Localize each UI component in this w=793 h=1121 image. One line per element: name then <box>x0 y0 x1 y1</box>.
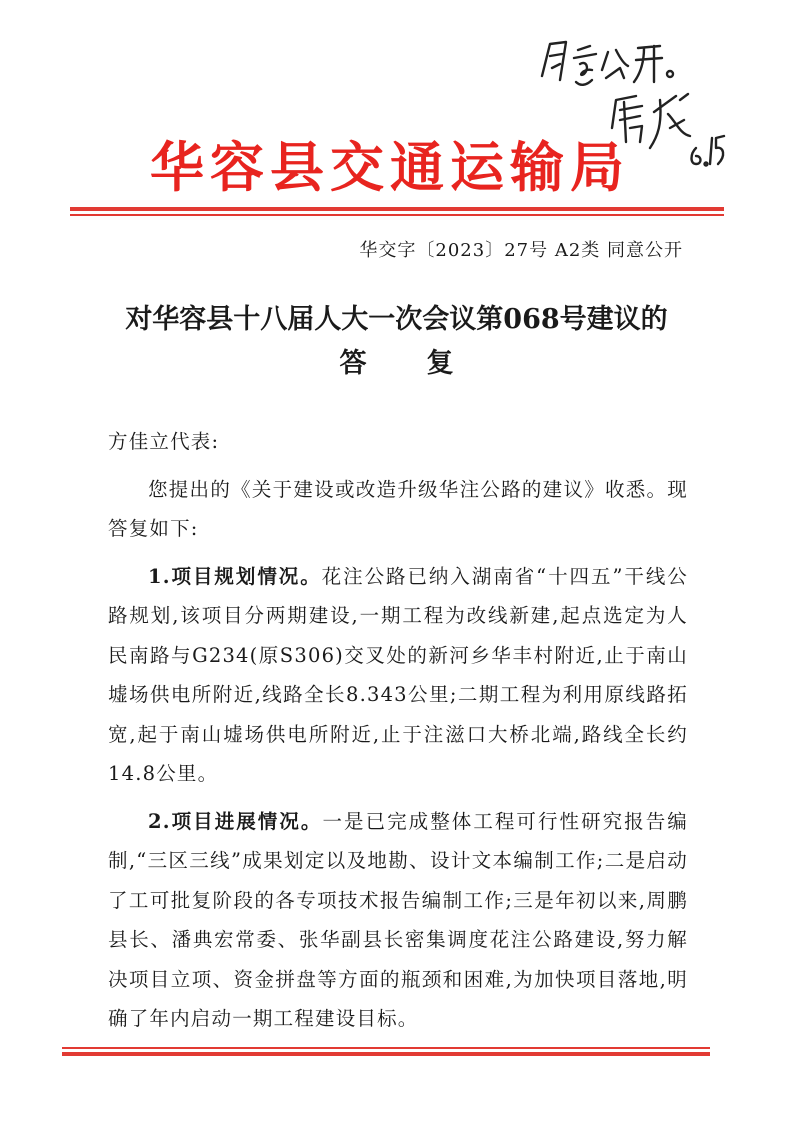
document-title <box>60 298 733 386</box>
section-progress <box>108 802 688 1039</box>
section-heading: 1.项目规划情况。 <box>148 564 322 588</box>
issuer-heading: 华容县交通运输局 <box>150 136 630 199</box>
header-divider-thick <box>70 207 724 211</box>
salutation: 方佳立代表: <box>108 430 220 453</box>
document-number: 华交字〔2023〕27号 A2类 同意公开 <box>359 240 683 261</box>
title-line-1: 对华容县十八届人大一次会议第068号建议的 <box>125 304 668 335</box>
section-planning <box>108 557 688 794</box>
section-heading: 2.项目进展情况。 <box>148 809 323 833</box>
footer-divider-thick <box>62 1052 710 1056</box>
title-line-2: 答复 <box>339 348 514 379</box>
document-body <box>108 422 688 1047</box>
section-text: 花注公路已纳入湖南省“十四五”干线公路规划,该项目分两期建设,一期工程为改线新建,起点选定为人民南路与G234(原S306)交叉处的新河乡华丰村附近,止于南山墟场供电所附近,线路全长8.343公里;二期工程为利用原线路拓宽,起于南山墟场供电所附近,止于注滋口大桥北端,路线全长约14.8公里。 <box>108 564 688 785</box>
intro-paragraph: 您提出的《关于建设或改造升级华注公路的建议》收悉。现答复如下: <box>108 477 688 540</box>
footer-divider-thin <box>62 1047 710 1049</box>
section-text: 一是已完成整体工程可行性研究报告编制,“三区三线”成果划定以及地勘、设计文本编制工作;二是启动了工可批复阶段的各专项技术报告编制工作;三是年初以来,周鹏县长、潘典宏常委、张华副县长密集调度花注公路建设,努力解决项目立项、资金拼盘等方面的瓶颈和困难,为加快项目落地,明确了年内启动一期工程建设目标。 <box>108 809 688 1030</box>
header-divider-thin <box>70 214 724 216</box>
